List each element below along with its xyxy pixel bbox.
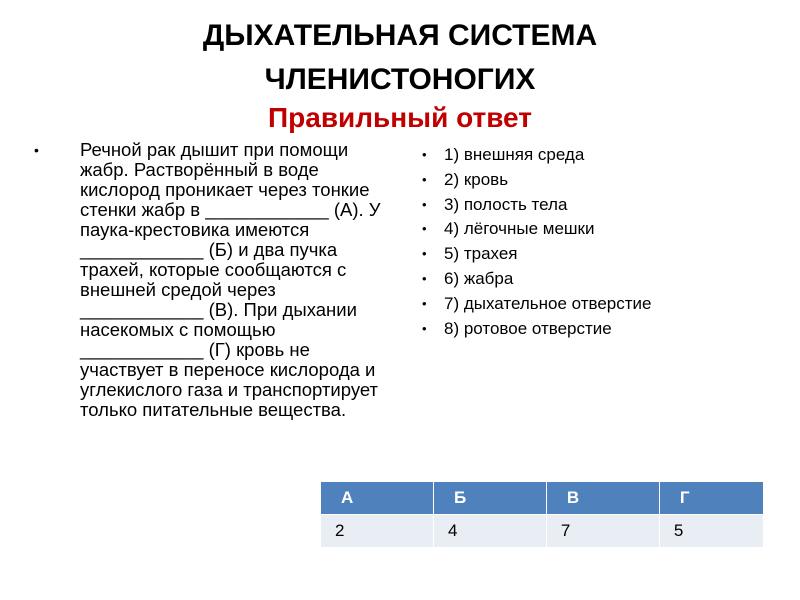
slide-title: [0, 14, 800, 102]
option-text: 4) лёгочные мешки: [444, 219, 595, 239]
option-item: [420, 217, 780, 242]
table-header-cell: А: [321, 482, 434, 515]
table-cell: 4: [434, 515, 547, 548]
title-line-2: ЧЛЕНИСТОНОГИХ: [264, 63, 536, 96]
option-item: [420, 193, 780, 218]
subtitle: Правильный ответ: [268, 102, 532, 133]
bullet-icon: •: [422, 320, 427, 336]
option-text: 8) ротовое отверстие: [444, 318, 612, 338]
options-list: [420, 143, 780, 341]
option-item: [420, 267, 780, 292]
option-item: [420, 168, 780, 193]
answer-table: [320, 481, 764, 548]
bullet-icon: •: [422, 196, 427, 212]
option-item: [420, 317, 780, 342]
option-text: 6) жабра: [444, 268, 514, 288]
table-cell: 2: [321, 515, 434, 548]
option-text: 5) трахея: [444, 244, 518, 264]
bullet-icon: •: [422, 147, 427, 162]
option-text: 2) кровь: [444, 169, 509, 189]
task-text: Речной рак дышит при помощи жабр. Растворённый в воде кислород проникает через тонкие стенки жабр в ____________ (А). У паука-крестовика имеются ____________ (Б) и два пучка трахей, которые сообщаются с внешней средой через ____________ (В). При дыхании насекомых с помощью ____________ (Г) кровь не участвует в переносе кислорода и углекислого газа и транспортирует только питательные вещества.: [80, 139, 381, 420]
bullet-icon: •: [422, 270, 427, 286]
option-item: [420, 292, 780, 317]
bullet-icon: •: [422, 221, 427, 237]
option-text: 3) полость тела: [444, 194, 568, 214]
table-header-cell: Б: [434, 482, 547, 515]
table-header-cell: Г: [659, 482, 763, 515]
task-text-block: [34, 139, 390, 420]
title-line-1: ДЫХАТЕЛЬНАЯ СИСТЕМА: [202, 19, 598, 52]
option-text: 1) внешняя среда: [444, 145, 585, 164]
bullet-icon: •: [422, 171, 427, 187]
table-row: [321, 515, 764, 548]
bullet-icon: •: [422, 246, 427, 262]
option-item: [420, 242, 780, 267]
option-text: 7) дыхательное отверстие: [444, 293, 652, 313]
bullet-icon: •: [34, 142, 39, 158]
table-header-row: [321, 482, 764, 515]
table-header-cell: В: [546, 482, 659, 515]
option-item: [420, 143, 780, 168]
table-cell: 7: [546, 515, 659, 548]
table-cell: 5: [659, 515, 763, 548]
bullet-icon: •: [422, 295, 427, 311]
